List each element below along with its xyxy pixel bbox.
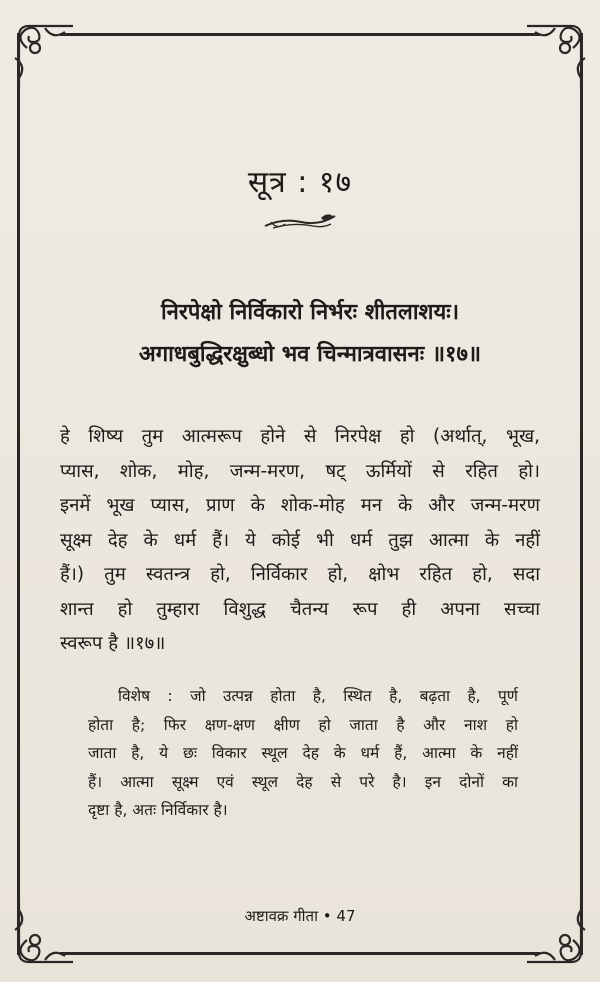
- page-footer: [0, 906, 600, 926]
- note-line: दृष्टा है, अतः निर्विकार है।: [88, 801, 228, 819]
- commentary-line: प्यास, शोक, मोह, जन्म-मरण, षट् ऊर्मियों से रहित हो।: [60, 460, 540, 482]
- note-line: होता है; फिर क्षण-क्षण क्षीण हो जाता है और नाश हो: [88, 715, 518, 734]
- commentary-line: शान्त हो तुम्हारा विशुद्ध चैतन्य रूप ही अपना सच्चा: [60, 598, 540, 620]
- footer-separator: •: [322, 907, 332, 925]
- corner-ornament-icon: [525, 18, 595, 88]
- commentary-paragraph: [60, 420, 540, 662]
- special-note: [88, 682, 518, 825]
- note-line: विशेष : जो उत्पन्न होता है, स्थित है, बढ़ता है, पूर्ण: [118, 687, 518, 705]
- commentary-line: हैं।) तुम स्वतन्त्र हो, निर्विकार हो, क्षोभ रहित हो, सदा: [60, 564, 540, 585]
- commentary-line: इनमें भूख प्यास, प्राण के शोक-मोह मन के और जन्म-मरण: [60, 495, 540, 516]
- note-line: जाता है, ये छः विकार स्थूल देह के धर्म हैं, आत्मा के नहीं: [88, 744, 518, 762]
- commentary-line: स्वरूप है ॥१७॥: [60, 633, 166, 654]
- note-line: हैं। आत्मा सूक्ष्म एवं स्थूल देह से परे है। इन दोनों का: [88, 772, 518, 791]
- commentary-line: हे शिष्य तुम आत्मरूप होने से निरपेक्ष हो (अर्थात्, भूख,: [60, 426, 540, 447]
- flourish-ornament-icon: [263, 210, 337, 234]
- corner-ornament-icon: [5, 18, 75, 88]
- border-top-rule: [60, 33, 540, 36]
- border-bottom-rule: [60, 952, 540, 955]
- verse-line: निरपेक्षो निर्विकारो निर्भरः शीतलाशयः।: [160, 300, 460, 325]
- book-title: अष्टावक्र गीता: [244, 907, 318, 925]
- commentary-line: सूक्ष्म देह के धर्म हैं। ये कोई भी धर्म तुझ आत्मा के नहीं: [60, 529, 540, 551]
- page-title: सूत्र : १७: [247, 165, 353, 200]
- page-number: 47: [336, 907, 356, 925]
- verse-line: अगाधबुद्धिरक्षुब्धो भव चिन्मात्रवासनः ॥१७॥: [138, 342, 482, 367]
